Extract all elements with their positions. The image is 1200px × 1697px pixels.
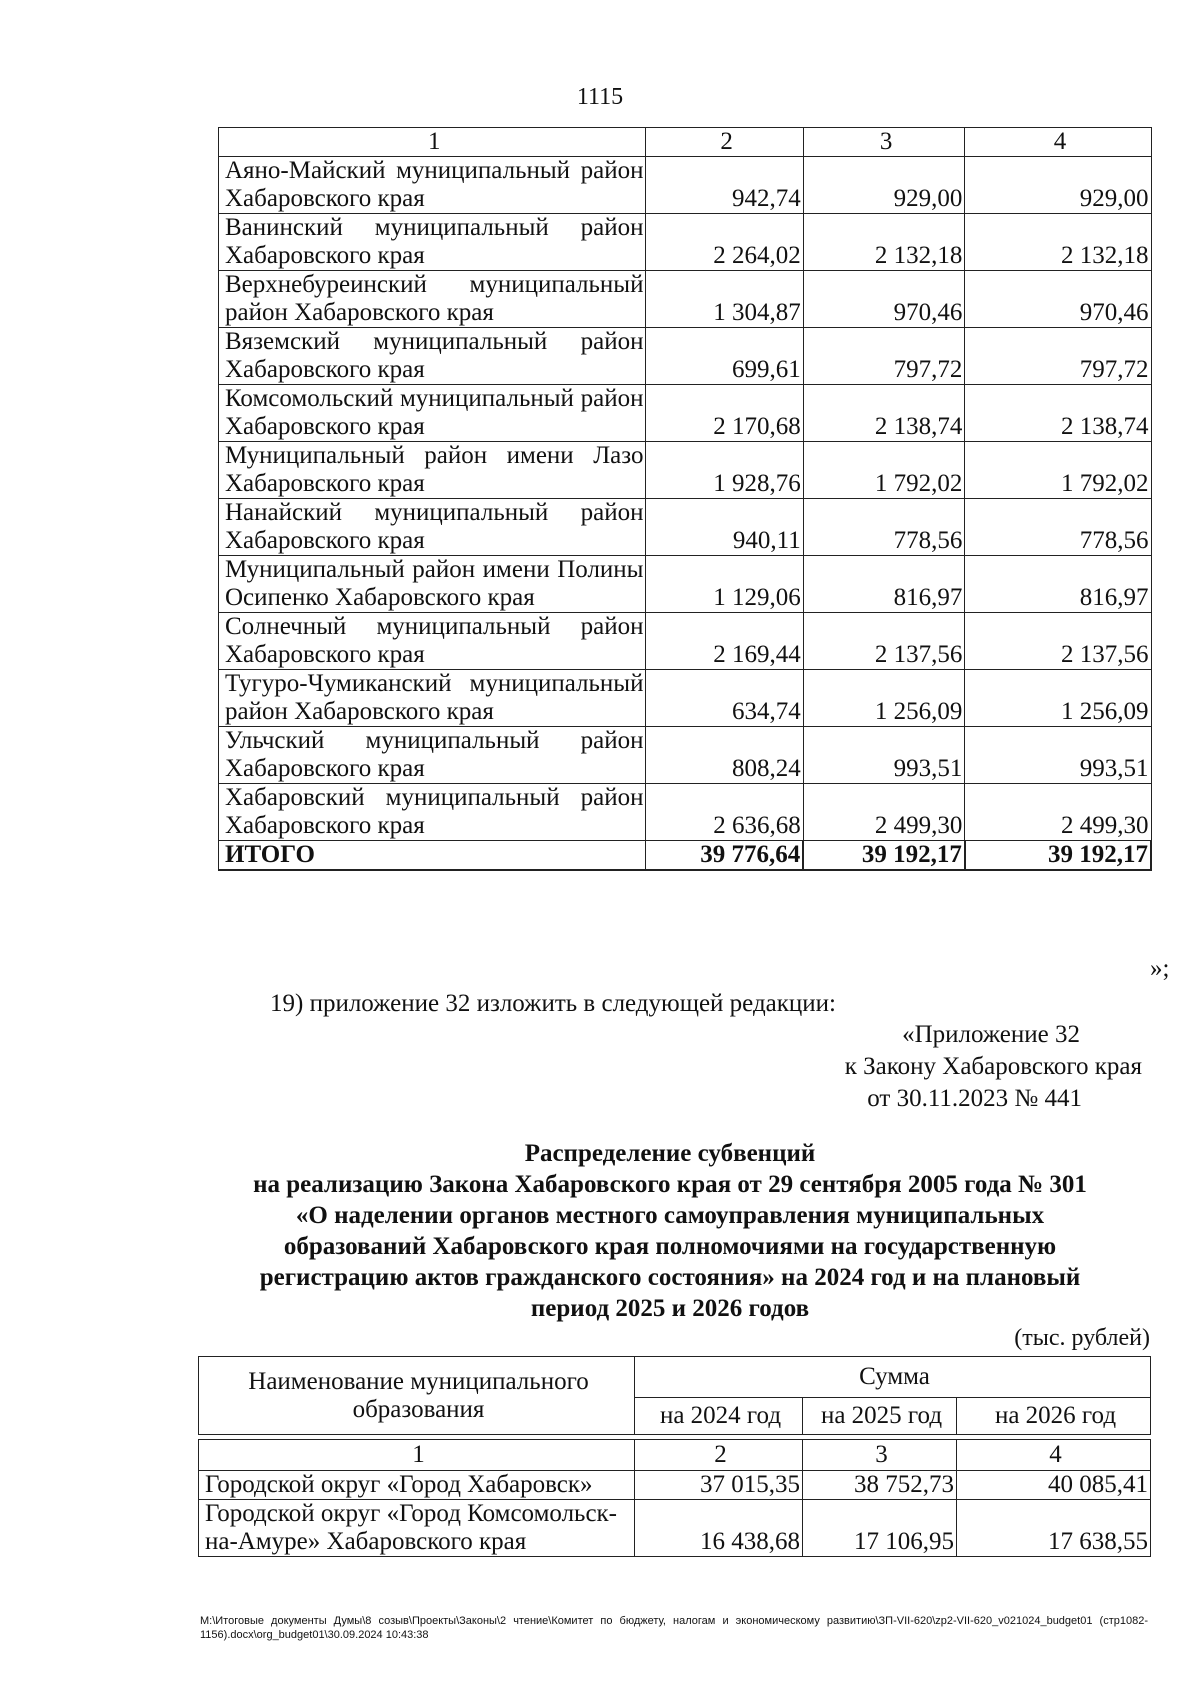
amount-2025: 929,00 [803,157,965,214]
amount-2025: 38 752,73 [803,1471,957,1500]
amount-2024: 1 304,87 [646,271,803,328]
total-label: ИТОГО [219,841,646,871]
amount-2024: 2 264,02 [646,214,803,271]
table-row [219,328,1152,385]
municipality-name: Верхнебуреинский муниципальный район Хабаровского края [219,271,646,328]
amount-2025: 797,72 [803,328,965,385]
table-row [219,442,1152,499]
amount-2025: 1 792,02 [803,442,965,499]
amount-2024: 699,61 [646,328,803,385]
amount-2025: 2 132,18 [803,214,965,271]
amount-2025: 970,46 [803,271,965,328]
amount-2024: 1 129,06 [646,556,803,613]
amount-2026: 970,46 [965,271,1151,328]
municipality-name: Аяно-Майский муниципальный район Хабаровского края [219,157,646,214]
amount-2025: 2 138,74 [803,385,965,442]
amount-2026: 797,72 [965,328,1151,385]
title-line: регистрацию актов гражданского состояния» на 2024 год и на плановый [259,1264,1081,1291]
amount-2026: 929,00 [965,157,1151,214]
table-row [219,157,1152,214]
column-number-row [199,1440,1151,1471]
column-number: 4 [965,128,1151,157]
column-number: 1 [219,128,646,157]
table-row [219,727,1152,784]
table-row [199,1500,1151,1557]
amount-2024: 2 636,68 [646,784,803,841]
total-row [219,841,1152,871]
municipality-name: Муниципальный район имени Лазо Хабаровского края [219,442,646,499]
amount-2026: 993,51 [965,727,1151,784]
table-row [219,670,1152,727]
sum-header: Сумма [635,1357,1151,1398]
municipality-name: Муниципальный район имени Полины Осипенко Хабаровского края [219,556,646,613]
amount-2024: 634,74 [646,670,803,727]
page-number: 1115 [576,84,624,110]
appendix-line: «Приложение 32 [902,1021,1080,1048]
title-line: период 2025 и 2026 годов [530,1295,810,1322]
amount-2025: 2 137,56 [803,613,965,670]
subvention-distribution-table [198,1356,1151,1557]
municipality-name-header: Наименование муниципального образования [199,1357,635,1435]
amount-2025: 2 499,30 [803,784,965,841]
amount-2025: 816,97 [803,556,965,613]
amount-2024: 1 928,76 [646,442,803,499]
amount-2026: 2 138,74 [965,385,1151,442]
amount-2024: 2 169,44 [646,613,803,670]
municipality-name: Ульчский муниципальный район Хабаровского края [219,727,646,784]
amount-2024: 16 438,68 [635,1500,803,1557]
file-path-footer: M:\Итоговые документы Думы\8 созыв\Проекты\Законы\2 чтение\Комитет по бюджету, налогам и экономическому развитию\ЗП-VII-620\zp2-VII-620_v021024_budget01 (стр1082-1156).docx\org_budget01\30.09.2024 10:43:38 [200,1615,1148,1641]
municipality-name: Вяземский муниципальный район Хабаровского края [219,328,646,385]
municipality-name: Городской округ «Город Комсомольск-на-Амуре» Хабаровского края [199,1500,635,1557]
appendix-line: от 30.11.2023 № 441 [867,1085,1082,1112]
column-number: 2 [646,128,803,157]
municipality-name: Нанайский муниципальный район Хабаровского края [219,499,646,556]
amount-2024: 2 170,68 [646,385,803,442]
column-number: 4 [957,1440,1151,1471]
appendix-reference [845,1019,1142,1115]
municipality-name: Ванинский муниципальный район Хабаровского края [219,214,646,271]
title-line: Распределение субвенций [524,1140,816,1167]
municipality-name: Городской округ «Город Хабаровск» [199,1471,635,1500]
amount-2026: 1 792,02 [965,442,1151,499]
title-line: на реализацию Закона Хабаровского края от 29 сентября 2005 года № 301 [253,1171,1087,1198]
column-number-row [219,128,1152,157]
table-row [219,214,1152,271]
units-label: (тыс. рублей) [1014,1325,1150,1351]
amount-2026: 2 499,30 [965,784,1151,841]
amount-2026: 1 256,09 [965,670,1151,727]
amount-2024: 37 015,35 [635,1471,803,1500]
amendment-instruction: 19) приложение 32 изложить в следующей редакции: [270,990,836,1017]
title-line: «О наделении органов местного самоуправления муниципальных [295,1202,1045,1229]
appendix-line: к Закону Хабаровского края [844,1053,1142,1080]
table-row [219,556,1152,613]
municipality-name: Комсомольский муниципальный район Хабаровского края [219,385,646,442]
header-row [199,1357,1151,1398]
column-number: 2 [635,1440,803,1471]
subvention-table-continued [218,127,1152,871]
year-header: на 2026 год [957,1398,1151,1435]
amount-2026: 2 132,18 [965,214,1151,271]
amount-2024: 940,11 [646,499,803,556]
amount-2026: 778,56 [965,499,1151,556]
total-2026: 39 192,17 [965,841,1151,871]
table-row [219,385,1152,442]
title-line: образований Хабаровского края полномочиями на государственную [283,1233,1057,1260]
amount-2025: 17 106,95 [803,1500,957,1557]
table-row [219,271,1152,328]
column-number: 3 [803,1440,957,1471]
column-number: 3 [803,128,965,157]
table-row [219,784,1152,841]
column-number: 1 [199,1440,635,1471]
table-row [219,499,1152,556]
amount-2025: 993,51 [803,727,965,784]
amount-2024: 808,24 [646,727,803,784]
closing-quote: »; [1150,955,1170,982]
amount-2024: 942,74 [646,157,803,214]
amount-2026: 17 638,55 [957,1500,1151,1557]
municipality-name: Тугуро-Чумиканский муниципальный район Хабаровского края [219,670,646,727]
municipality-name: Хабаровский муниципальный район Хабаровского края [219,784,646,841]
amount-2026: 40 085,41 [957,1471,1151,1500]
amount-2026: 816,97 [965,556,1151,613]
table-row [199,1471,1151,1500]
document-title [190,1138,1150,1324]
year-header: на 2025 год [803,1398,957,1435]
amount-2025: 1 256,09 [803,670,965,727]
year-header: на 2024 год [635,1398,803,1435]
total-2024: 39 776,64 [646,841,803,871]
municipality-name: Солнечный муниципальный район Хабаровского края [219,613,646,670]
total-2025: 39 192,17 [803,841,965,871]
amount-2025: 778,56 [803,499,965,556]
table-row [219,613,1152,670]
amount-2026: 2 137,56 [965,613,1151,670]
